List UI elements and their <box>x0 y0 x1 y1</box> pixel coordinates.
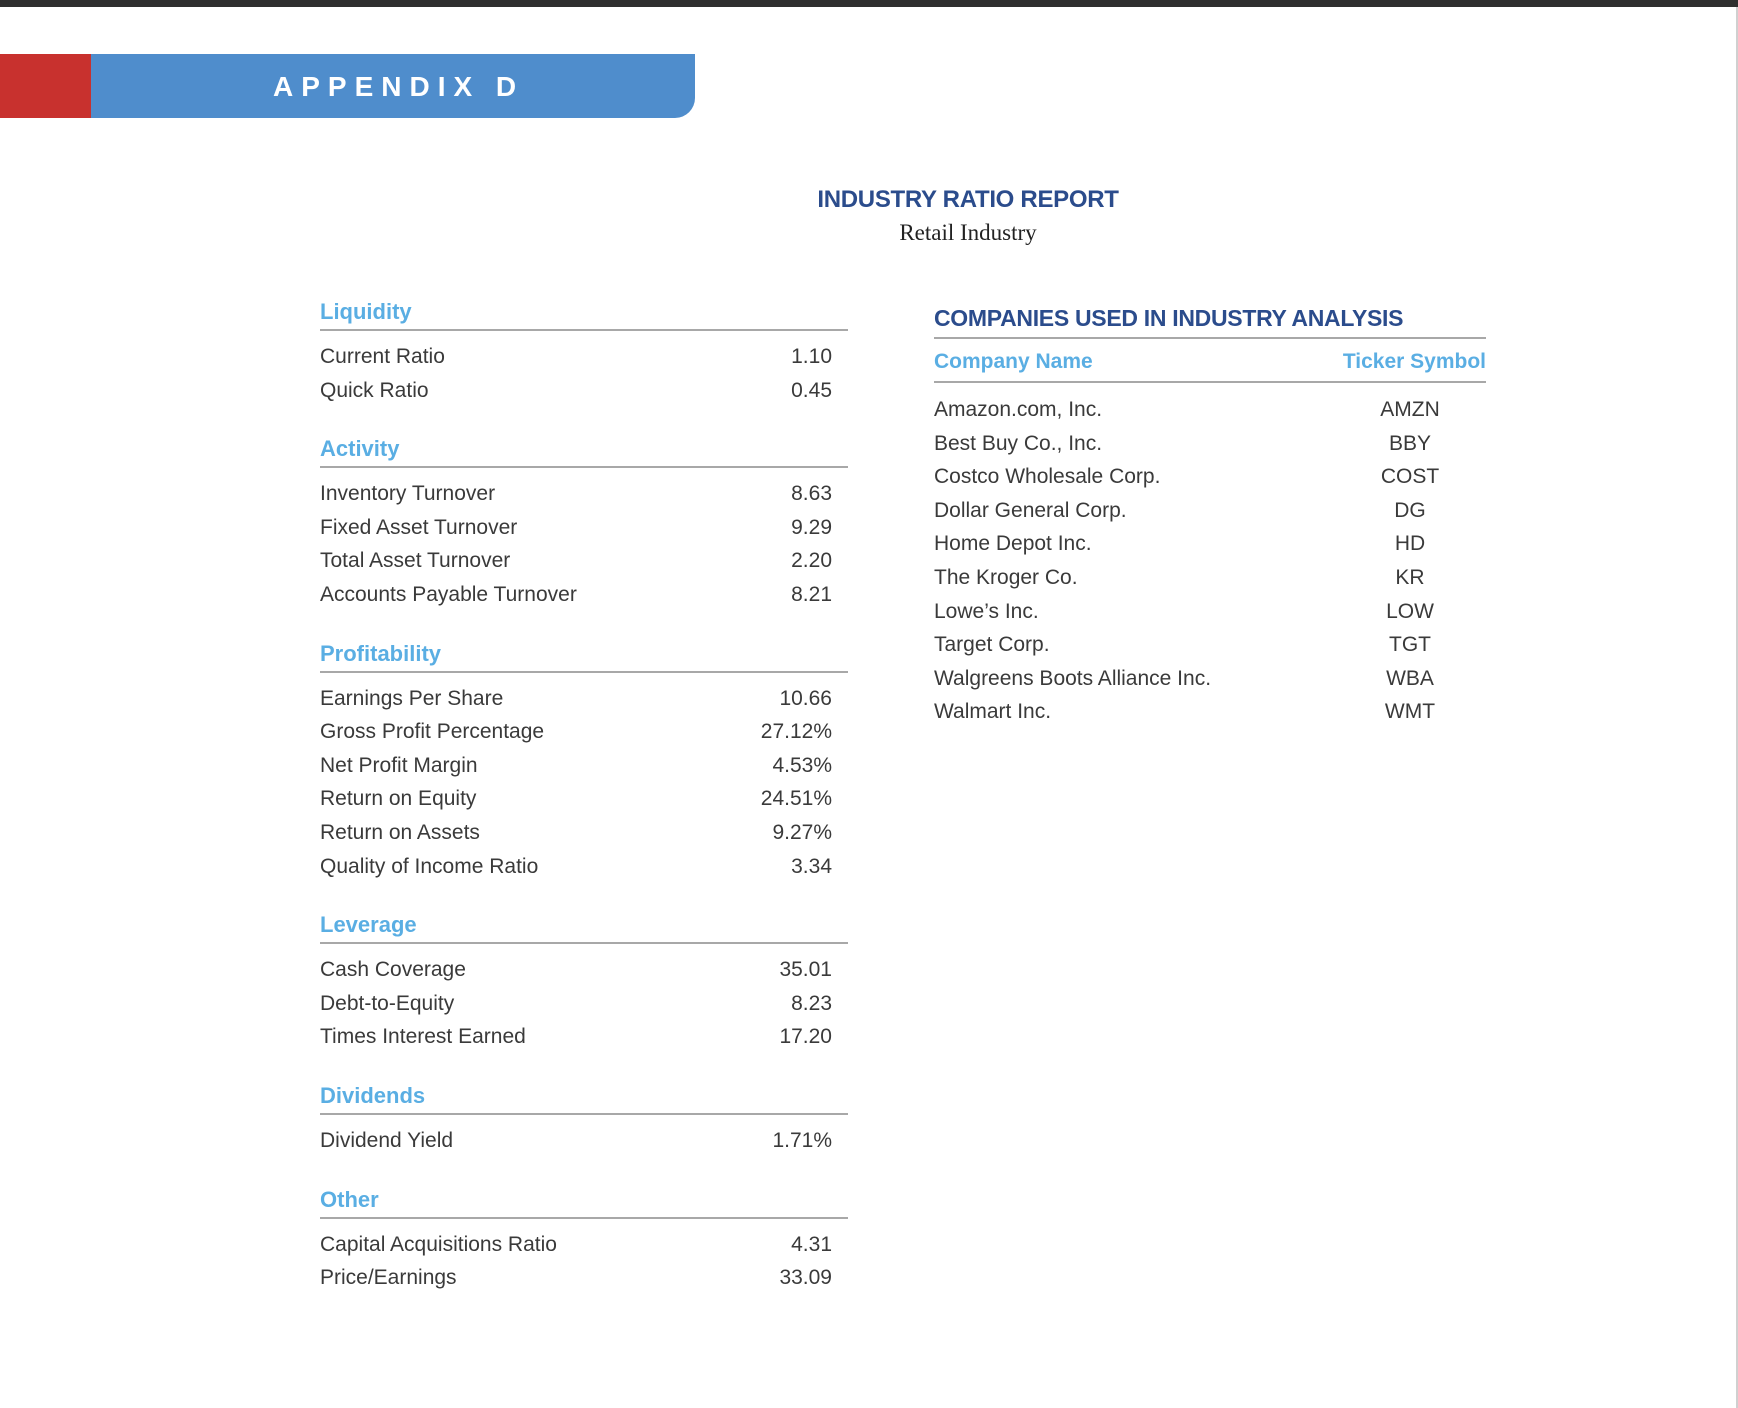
ratio-row <box>320 1228 848 1262</box>
ticker-symbol: HD <box>1394 532 1426 556</box>
ratio-row <box>320 1124 848 1158</box>
ratio-label: Inventory Turnover <box>320 482 496 506</box>
company-row <box>934 595 1486 629</box>
section-other <box>320 1185 848 1295</box>
ratio-row <box>320 578 848 612</box>
company-name: Amazon.com, Inc. <box>934 398 1103 421</box>
ticker-symbol: LOW <box>1386 599 1434 623</box>
section-activity <box>320 434 848 611</box>
ratio-label: Total Asset Turnover <box>320 549 511 573</box>
ratio-value: 27.12% <box>760 720 832 744</box>
ratio-label: Quick Ratio <box>320 378 429 402</box>
ratio-sections <box>320 297 848 1322</box>
report-title: INDUSTRY RATIO REPORT <box>817 186 1119 213</box>
ratio-row <box>320 1020 848 1054</box>
companies-table <box>934 303 1486 729</box>
section-liquidity <box>320 297 848 407</box>
company-name: Walmart Inc. <box>934 700 1052 724</box>
section-leverage <box>320 910 848 1054</box>
ratio-row <box>320 987 848 1021</box>
ticker-symbol: DG <box>1394 498 1426 522</box>
company-name: The Kroger Co. <box>934 565 1078 589</box>
ratio-value: 8.63 <box>791 482 832 506</box>
ratio-value: 2.20 <box>791 549 832 573</box>
ratio-row <box>320 1261 848 1295</box>
ticker-symbol: AMZN <box>1380 398 1440 421</box>
ratio-value: 33.09 <box>779 1266 832 1290</box>
ratio-label: Price/Earnings <box>320 1266 457 1290</box>
ratio-row <box>320 544 848 578</box>
ratio-label: Gross Profit Percentage <box>320 720 545 744</box>
ratio-row <box>320 953 848 987</box>
ratio-label: Current Ratio <box>320 345 445 368</box>
ratio-value: 4.31 <box>791 1232 832 1256</box>
ratio-label: Quality of Income Ratio <box>320 854 539 878</box>
document-page <box>0 7 1738 1408</box>
ratio-value: 10.66 <box>779 686 832 710</box>
ticker-symbol: WMT <box>1384 700 1436 724</box>
ratio-label: Fixed Asset Turnover <box>320 515 518 539</box>
ticker-symbol: TGT <box>1389 633 1431 657</box>
section-heading: Dividends <box>320 1081 848 1115</box>
ratio-row <box>320 511 848 545</box>
ratio-label: Times Interest Earned <box>320 1025 526 1049</box>
ticker-symbol: COST <box>1380 465 1440 489</box>
table-header <box>934 339 1486 383</box>
column-header-company: Company Name <box>934 350 1093 373</box>
ratio-value: 0.45 <box>791 378 832 402</box>
company-row <box>934 628 1486 662</box>
ratio-label: Capital Acquisitions Ratio <box>320 1232 557 1256</box>
ratio-value: 3.34 <box>791 854 832 878</box>
ratio-row <box>320 682 848 716</box>
column-header-ticker: Ticker Symbol <box>1342 350 1486 373</box>
ratio-label: Earnings Per Share <box>320 686 504 710</box>
ratio-row <box>320 782 848 816</box>
ratio-label: Cash Coverage <box>320 958 466 982</box>
company-name: Dollar General Corp. <box>934 498 1127 522</box>
company-row <box>934 695 1486 729</box>
banner-accent <box>0 54 91 118</box>
company-row <box>934 561 1486 595</box>
company-name: Walgreens Boots Alliance Inc. <box>934 666 1212 690</box>
section-heading: Liquidity <box>320 297 848 331</box>
ratio-row <box>320 374 848 408</box>
ratio-value: 24.51% <box>760 787 832 811</box>
section-heading: Activity <box>320 434 848 468</box>
ratio-value: 4.53% <box>772 753 832 777</box>
ticker-symbol: BBY <box>1388 431 1432 455</box>
company-row <box>934 662 1486 696</box>
ratio-label: Return on Equity <box>320 787 477 811</box>
ratio-value: 8.21 <box>791 582 832 606</box>
company-row <box>934 527 1486 561</box>
company-row <box>934 427 1486 461</box>
company-name: Target Corp. <box>934 633 1050 657</box>
ratio-value: 1.71% <box>772 1128 832 1152</box>
companies-title: COMPANIES USED IN INDUSTRY ANALYSIS <box>934 303 1486 339</box>
ratio-label: Return on Assets <box>320 820 480 844</box>
company-row <box>934 393 1486 427</box>
ratio-value: 9.27% <box>772 820 832 844</box>
ratio-value: 8.23 <box>791 991 832 1015</box>
ratio-row <box>320 816 848 850</box>
ratio-row <box>320 850 848 884</box>
section-heading: Profitability <box>320 639 848 673</box>
ratio-label: Debt-to-Equity <box>320 991 455 1015</box>
report-subtitle: Retail Industry <box>899 220 1037 245</box>
section-profitability <box>320 639 848 884</box>
company-row <box>934 460 1486 494</box>
company-row <box>934 494 1486 528</box>
ratio-row <box>320 477 848 511</box>
appendix-label: APPENDIX D <box>273 71 525 102</box>
ratio-value: 1.10 <box>791 345 832 368</box>
section-heading: Leverage <box>320 910 848 944</box>
ratio-value: 17.20 <box>779 1025 832 1049</box>
ticker-symbol: WBA <box>1386 666 1434 690</box>
ratio-label: Net Profit Margin <box>320 753 478 777</box>
ratio-row <box>320 749 848 783</box>
report-header <box>700 185 1236 248</box>
ratio-row <box>320 715 848 749</box>
section-dividends <box>320 1081 848 1158</box>
company-name: Lowe’s Inc. <box>934 599 1039 623</box>
ratio-label: Accounts Payable Turnover <box>320 582 577 606</box>
ticker-symbol: KR <box>1395 565 1425 589</box>
ratio-row <box>320 340 848 374</box>
section-heading: Other <box>320 1185 848 1219</box>
company-name: Home Depot Inc. <box>934 532 1092 556</box>
ratio-value: 35.01 <box>779 958 832 982</box>
company-name: Costco Wholesale Corp. <box>934 465 1161 489</box>
ratio-label: Dividend Yield <box>320 1128 454 1152</box>
company-name: Best Buy Co., Inc. <box>934 431 1103 455</box>
ratio-value: 9.29 <box>791 515 832 539</box>
